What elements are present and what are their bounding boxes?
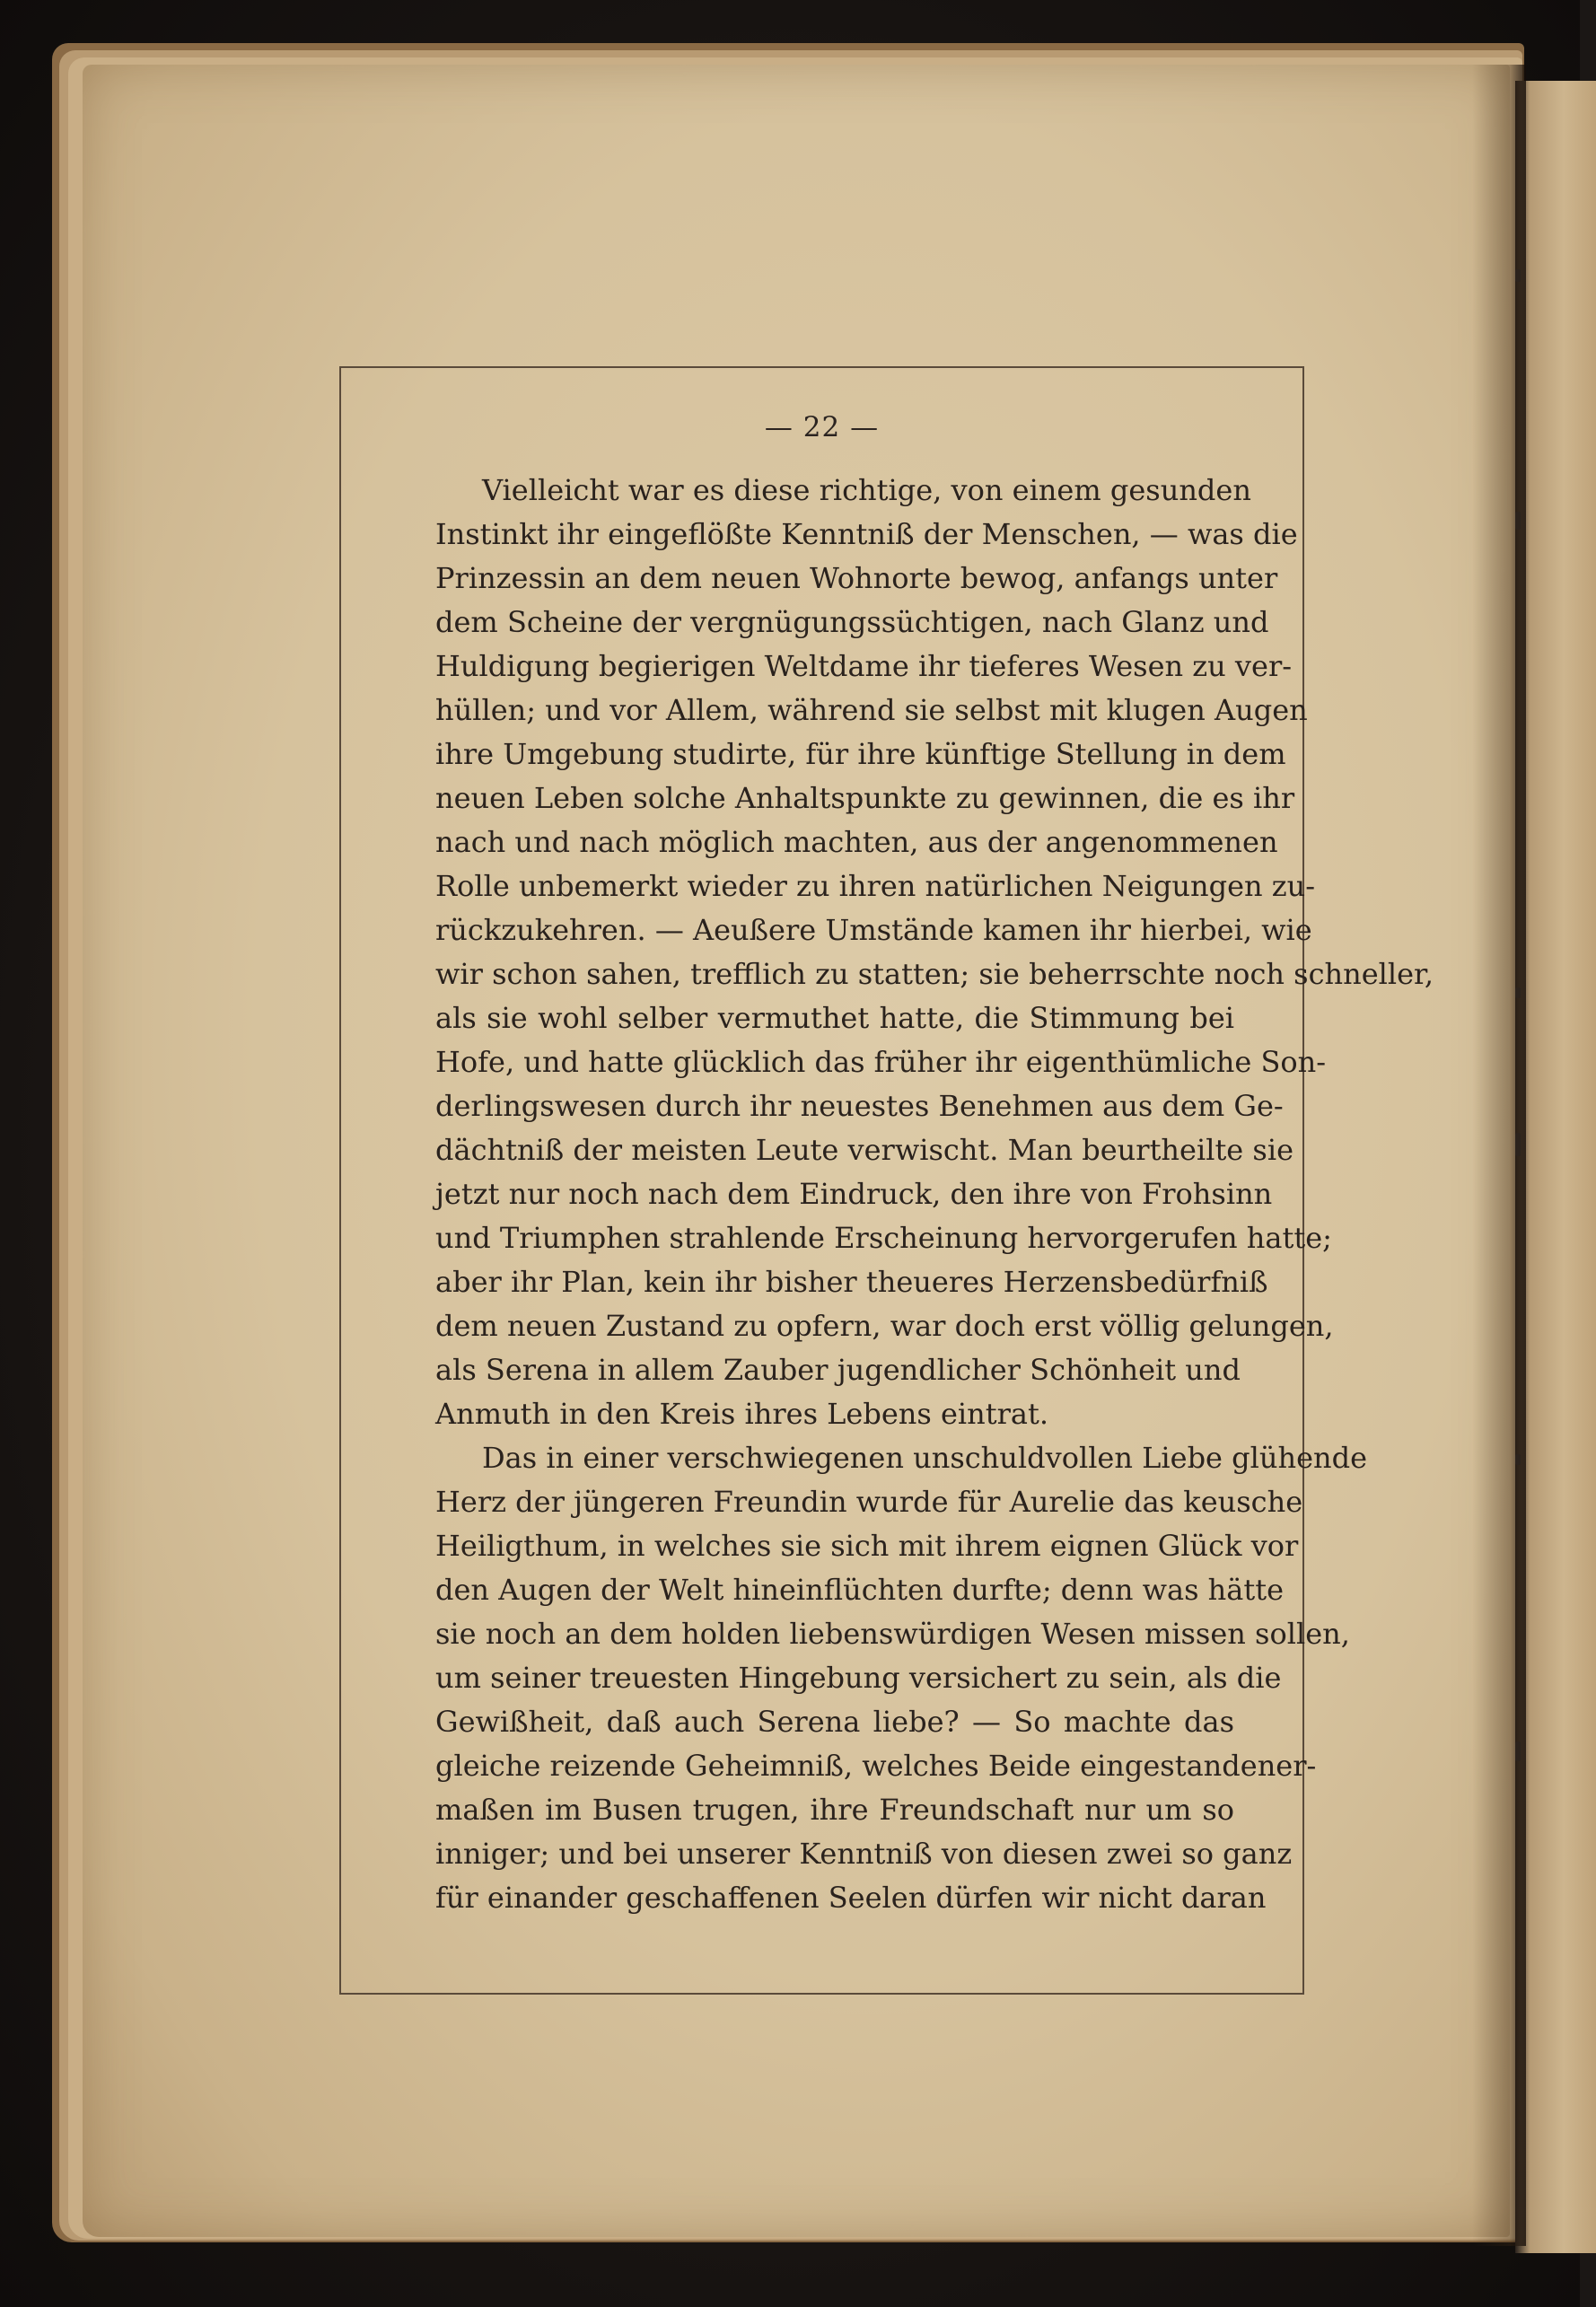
text-line: und Triumphen strahlende Erscheinung hervorgerufen hatte; [435, 1221, 1332, 1255]
margin-mark [1515, 512, 1521, 530]
text-line: Rolle unbemerkt wieder zu ihren natürlichen Neigungen zu- [435, 869, 1316, 903]
text-line: Prinzessin an dem neuen Wohnorte bewog, anfangs unter [435, 561, 1278, 595]
text-line: Anmuth in den Kreis ihres Lebens eintrat. [435, 1397, 1049, 1431]
text-line: nach und nach möglich machten, aus der angenommenen [435, 825, 1278, 859]
text-line: dem neuen Zustand zu opfern, war doch erst völlig gelungen, [435, 1309, 1334, 1343]
margin-mark [1515, 1133, 1521, 1156]
page-number: — 22 — [764, 411, 880, 443]
text-line: Huldigung begierigen Weltdame ihr tieferes Wesen zu ver- [435, 649, 1293, 683]
text-frame [339, 366, 1434, 1995]
text-line: um seiner treuesten Hingebung versichert zu sein, als die [435, 1661, 1282, 1695]
text-line: rückzukehren. — Aeußere Umstände kamen ihr hierbei, wie [435, 913, 1312, 947]
text-line: wir schon sahen, trefflich zu statten; sie beherrschte noch schneller, [435, 957, 1434, 991]
margin-mark [1515, 269, 1521, 282]
text-line: neuen Leben solche Anhaltspunkte zu gewinnen, die es ihr [435, 781, 1295, 815]
text-line: dem Scheine der vergnügungssüchtigen, nach Glanz und [435, 605, 1269, 639]
text-line: sie noch an dem holden liebenswürdigen Wesen missen sollen, [435, 1617, 1350, 1651]
text-line: dächtniß der meisten Leute verwischt. Man beurtheilte sie [435, 1133, 1293, 1167]
text-line: Instinkt ihr eingeflößte Kenntniß der Menschen, — was die [435, 517, 1298, 551]
text-line: hüllen; und vor Allem, während sie selbst mit klugen Augen [435, 693, 1308, 727]
margin-mark [1515, 987, 1521, 998]
margin-mark [1515, 1454, 1521, 1465]
text-line: jetzt nur noch nach dem Eindruck, den ihre von Frohsinn [435, 1177, 1273, 1211]
book-page [83, 65, 1510, 2237]
text-line: als Serena in allem Zauber jugendlicher Schönheit und [435, 1353, 1241, 1387]
body-text [435, 469, 1434, 1920]
facing-page-edge [1515, 81, 1596, 2253]
text-line: aber ihr Plan, kein ihr bisher theueres Herzensbedürfniß [435, 1265, 1268, 1299]
text-line: für einander geschaffenen Seelen dürfen wir nicht daran [435, 1881, 1267, 1915]
text-line: Heiligthum, in welches sie sich mit ihrem eignen Glück vor [435, 1529, 1299, 1563]
text-line: gleiche reizende Geheimniß, welches Beide eingestandener- [435, 1749, 1317, 1783]
text-line: ihre Umgebung studirte, für ihre künftige Stellung in dem [435, 737, 1286, 771]
margin-mark [1515, 1741, 1521, 1761]
text-line: inniger; und bei unserer Kenntniß von diesen zwei so ganz [435, 1837, 1293, 1871]
text-line: derlingswesen durch ihr neuestes Benehmen aus dem Ge- [435, 1089, 1284, 1123]
text-line: Vielleicht war es diese richtige, von einem gesunden [482, 473, 1251, 507]
text-line: Das in einer verschwiegenen unschuldvollen Liebe glühende [482, 1441, 1368, 1475]
text-line: maßen im Busen trugen, ihre Freundschaft nur um so [435, 1793, 1234, 1827]
text-line: als sie wohl selber vermuthet hatte, die Stimmung bei [435, 1001, 1234, 1035]
text-line: den Augen der Welt hineinflüchten durfte; denn was hätte [435, 1573, 1284, 1607]
text-line: Herz der jüngeren Freundin wurde für Aurelie das keusche [435, 1485, 1303, 1519]
text-line: Gewißheit, daß auch Serena liebe? — So machte das [435, 1705, 1234, 1739]
text-line: Hofe, und hatte glücklich das früher ihr eigenthümliche Son- [435, 1045, 1327, 1079]
